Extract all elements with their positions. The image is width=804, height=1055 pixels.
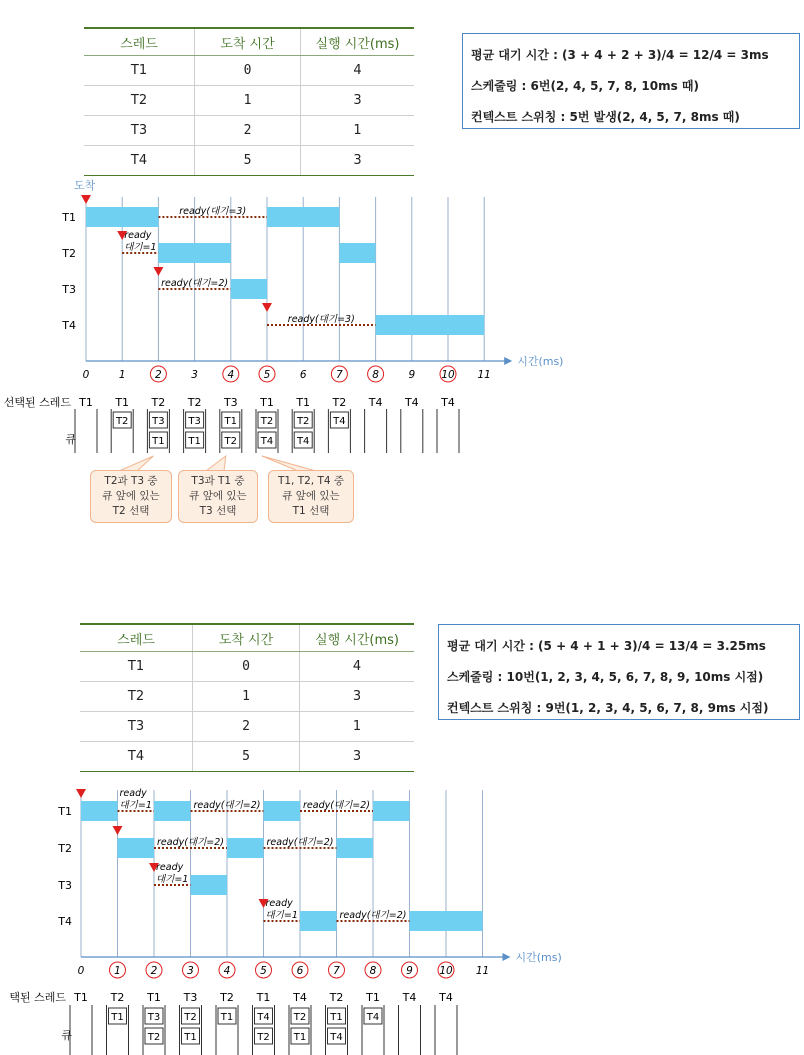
ready-label: ready: [119, 788, 147, 799]
cell-thread: T4: [80, 742, 193, 772]
selected-thread: T4: [402, 991, 417, 1004]
queue-item: T1: [152, 436, 165, 447]
queue-item: T4: [366, 1012, 380, 1023]
cell-burst: 4: [301, 56, 415, 86]
queue-box: [365, 409, 387, 453]
execution-bar: [300, 911, 337, 931]
x-axis-arrow-icon: [503, 953, 511, 961]
tick-label: 2: [155, 369, 162, 381]
selected-thread: T1: [147, 991, 161, 1004]
selected-thread: T4: [439, 991, 453, 1004]
arrival-arrow-icon: [76, 789, 86, 798]
queue-box: [435, 1005, 457, 1055]
callout-line: 큐 앞에 있는: [189, 490, 247, 502]
queue-item: T4: [296, 436, 310, 447]
tick-label: 0: [82, 369, 90, 381]
ready-label: ready(대기=3): [179, 206, 247, 217]
execution-bar: [154, 801, 191, 821]
cell-arrival: 5: [195, 146, 301, 176]
callout-note: [268, 470, 354, 523]
selected-thread: T2: [220, 991, 234, 1004]
queue-label: 큐: [65, 433, 76, 446]
ready-label: ready: [265, 898, 293, 909]
cell-thread: T1: [84, 56, 195, 86]
tick-label: 5: [260, 965, 267, 977]
selected-thread: T2: [329, 991, 344, 1004]
tick-label: 6: [299, 369, 307, 381]
header-arrival: 도착 시간: [195, 28, 301, 56]
selected-thread: T2: [151, 396, 166, 409]
queue-item: T2: [296, 416, 310, 427]
queue-item: T2: [115, 416, 129, 427]
queue-item: T1: [220, 1012, 234, 1023]
tick-label: 7: [333, 965, 340, 977]
execution-bar: [86, 207, 158, 227]
queue-item: T1: [293, 1032, 307, 1043]
cell-thread: T2: [84, 86, 195, 116]
selected-thread: T2: [110, 991, 125, 1004]
execution-bar: [81, 801, 118, 821]
cell-burst: 1: [300, 712, 415, 742]
execution-bar: [373, 801, 410, 821]
header-arrival: 도착 시간: [193, 624, 300, 652]
selected-thread: T1: [115, 396, 130, 409]
ready-label: ready(대기=2): [161, 278, 229, 289]
scheduling-text: 스케줄링 : 10번(1, 2, 3, 4, 5, 6, 7, 8, 9, 10ms 시점): [447, 670, 764, 684]
process-table-2: [80, 623, 414, 772]
queue-item: T4: [260, 436, 274, 447]
tick-label: 1: [118, 369, 126, 381]
selected-thread-label: 선택된 스레드: [3, 396, 71, 409]
callout-line: T2 선택: [112, 505, 150, 517]
cell-arrival: 1: [193, 682, 300, 712]
execution-bar: [376, 315, 485, 335]
context-switch-text: 컨텍스트 스위칭 : 9번(1, 2, 3, 4, 5, 6, 7, 8, 9ms 시점): [447, 701, 769, 715]
context-switch-text: 컨텍스트 스위칭 : 5번 발생(2, 4, 5, 7, 8ms 때): [471, 110, 740, 124]
selected-thread: T1: [79, 396, 93, 409]
ready-label: ready: [156, 862, 184, 873]
thread-row-label: T1: [58, 805, 72, 818]
queue-item: T1: [111, 1012, 124, 1023]
tick-label: 9: [406, 965, 413, 977]
table-row: [80, 742, 414, 772]
ready-wait-label: 대기=1: [265, 910, 298, 921]
header-thread: 스레드: [80, 624, 193, 652]
ready-label: ready(대기=2): [157, 837, 224, 848]
queue-item: T1: [330, 1012, 343, 1023]
cell-burst: 3: [301, 86, 415, 116]
header-burst: 실행 시간(ms): [301, 28, 415, 56]
tick-label: 10: [441, 369, 455, 381]
tick-label: 7: [336, 369, 343, 381]
table-header-row: [80, 624, 414, 652]
cell-arrival: 2: [195, 116, 301, 146]
tick-label: 4: [223, 965, 231, 977]
cell-arrival: 1: [195, 86, 301, 116]
arrival-label: 도착: [74, 179, 96, 192]
cell-burst: 3: [300, 682, 415, 712]
callout-pointer: [119, 456, 153, 471]
header-thread: 스레드: [84, 28, 195, 56]
selected-thread: T1: [256, 991, 271, 1004]
tick-label: 0: [77, 965, 85, 977]
table-row: [80, 712, 414, 742]
execution-bar: [231, 279, 267, 299]
table-row: [80, 652, 414, 682]
queue-box: [75, 409, 97, 453]
cell-arrival: 0: [193, 652, 300, 682]
queue-box: [401, 409, 423, 453]
callout-line: T3 선택: [199, 505, 237, 517]
queue-item: T1: [184, 1032, 197, 1043]
execution-bar: [158, 243, 230, 263]
cell-thread: T2: [80, 682, 193, 712]
callout-line: T2과 T3 중: [104, 475, 158, 487]
cell-burst: 3: [301, 146, 415, 176]
cell-thread: T1: [80, 652, 193, 682]
execution-bar: [337, 838, 374, 858]
selected-thread-label: 택된 스레드: [9, 991, 66, 1004]
gantt-diagram-2: [0, 780, 804, 1055]
selected-thread: T4: [441, 396, 455, 409]
thread-row-label: T4: [62, 319, 76, 332]
ready-label: ready(대기=2): [193, 800, 261, 811]
cell-arrival: 5: [193, 742, 300, 772]
table-row: [84, 56, 414, 86]
selected-thread: T4: [404, 396, 419, 409]
selected-thread: T1: [366, 991, 380, 1004]
selected-thread: T2: [187, 396, 202, 409]
queue-item: T2: [224, 436, 238, 447]
callout-pointer: [206, 456, 226, 471]
execution-bar: [227, 838, 264, 858]
table-header-row: [84, 28, 414, 56]
queue-item: T2: [184, 1012, 197, 1023]
queue-item: T3: [188, 416, 201, 427]
execution-bar: [191, 875, 228, 895]
arrival-arrow-icon: [81, 195, 91, 204]
selected-thread: T1: [296, 396, 311, 409]
callout-note: [90, 470, 172, 523]
thread-row-label: T3: [58, 879, 72, 892]
callout-pointer: [262, 456, 316, 471]
selected-thread: T3: [183, 991, 198, 1004]
execution-bar: [339, 243, 375, 263]
queue-item: T4: [257, 1012, 270, 1023]
execution-bar: [267, 207, 339, 227]
selected-thread: T4: [368, 396, 383, 409]
thread-row-label: T4: [58, 915, 72, 928]
tick-label: 2: [150, 965, 158, 977]
queue-item: T3: [147, 1012, 161, 1023]
tick-label: 3: [187, 965, 194, 977]
arrival-arrow-icon: [113, 826, 123, 835]
x-axis-label: 시간(ms): [515, 951, 562, 964]
tick-label: 8: [369, 965, 377, 977]
queue-item: T1: [188, 436, 201, 447]
queue-item: T1: [224, 416, 238, 427]
header-burst: 실행 시간(ms): [300, 624, 415, 652]
table-row: [84, 86, 414, 116]
thread-row-label: T1: [62, 211, 76, 224]
tick-label: 3: [191, 369, 198, 381]
cell-burst: 4: [300, 652, 415, 682]
ready-wait-label: 대기=1: [124, 242, 157, 253]
execution-bar: [410, 911, 483, 931]
queue-box: [70, 1005, 92, 1055]
queue-item: T2: [293, 1012, 307, 1023]
arrival-arrow-icon: [153, 267, 163, 276]
queue-box: [437, 409, 459, 453]
queue-item: T4: [333, 416, 346, 427]
ready-label: ready: [124, 230, 152, 241]
execution-bar: [264, 801, 301, 821]
gantt-diagram-1: [0, 175, 804, 645]
queue-item: T4: [330, 1032, 343, 1043]
table-row: [80, 682, 414, 712]
arrival-arrow-icon: [262, 303, 272, 312]
ready-label: ready(대기=2): [339, 910, 407, 921]
callout-line: T1 선택: [292, 505, 330, 517]
cell-burst: 3: [300, 742, 415, 772]
x-axis-label: 시간(ms): [517, 355, 564, 368]
cell-burst: 1: [301, 116, 415, 146]
x-axis-arrow-icon: [504, 357, 512, 365]
selected-thread: T2: [332, 396, 347, 409]
thread-row-label: T3: [62, 283, 76, 296]
queue-box: [399, 1005, 421, 1055]
process-table-1: [84, 27, 414, 176]
thread-row-label: T2: [58, 842, 72, 855]
execution-bar: [118, 838, 155, 858]
callout-line: T1, T2, T4 중: [277, 475, 345, 487]
thread-row-label: T2: [62, 247, 76, 260]
callout-line: 큐 앞에 있는: [282, 490, 340, 502]
tick-label: 4: [227, 369, 235, 381]
cell-thread: T3: [80, 712, 193, 742]
cell-thread: T3: [84, 116, 195, 146]
tick-label: 8: [372, 369, 379, 381]
queue-item: T2: [260, 416, 274, 427]
callout-note: [178, 470, 258, 523]
cell-arrival: 2: [193, 712, 300, 742]
selected-thread: T4: [293, 991, 307, 1004]
cell-arrival: 0: [195, 56, 301, 86]
tick-label: 6: [296, 965, 304, 977]
scheduling-text: 스케줄링 : 6번(2, 4, 5, 7, 8, 10ms 때): [471, 79, 699, 93]
selected-thread: T3: [223, 396, 238, 409]
summary-box-1: [462, 33, 800, 129]
tick-label: 5: [263, 369, 271, 381]
table-row: [84, 146, 414, 176]
summary-box-2: [438, 624, 800, 720]
ready-wait-label: 대기=1: [156, 874, 189, 885]
callout-line: 큐 앞에 있는: [102, 490, 160, 502]
avg-wait-text: 평균 대기 시간 : (3 + 4 + 2 + 3)/4 = 12/4 = 3ms: [471, 48, 769, 62]
tick-label: 10: [439, 965, 453, 977]
ready-wait-label: 대기=1: [119, 800, 152, 811]
queue-label: 큐: [61, 1029, 72, 1042]
ready-label: ready(대기=2): [266, 837, 334, 848]
tick-label: 11: [475, 965, 490, 977]
queue-item: T2: [147, 1032, 161, 1043]
ready-label: ready(대기=3): [287, 314, 355, 325]
callout-line: T3과 T1 중: [191, 475, 245, 487]
selected-thread: T1: [74, 991, 88, 1004]
selected-thread: T1: [260, 396, 274, 409]
cell-thread: T4: [84, 146, 195, 176]
tick-label: 9: [408, 369, 416, 381]
avg-wait-text: 평균 대기 시간 : (5 + 4 + 1 + 3)/4 = 13/4 = 3.25ms: [447, 639, 766, 653]
tick-label: 11: [477, 369, 491, 381]
queue-item: T2: [257, 1032, 270, 1043]
ready-label: ready(대기=2): [303, 800, 370, 811]
table-row: [84, 116, 414, 146]
tick-label: 1: [114, 965, 121, 977]
queue-item: T3: [152, 416, 165, 427]
